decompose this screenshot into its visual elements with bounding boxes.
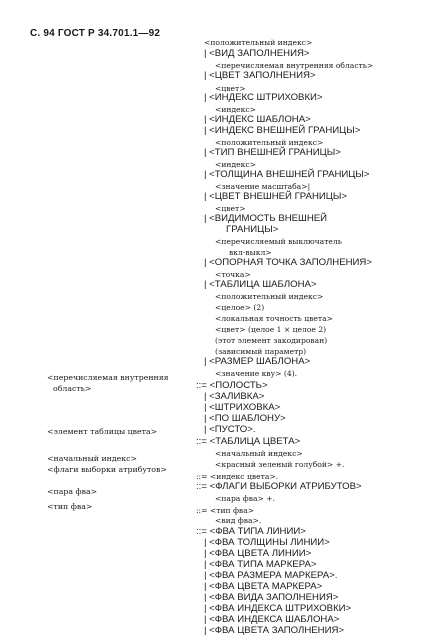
grammar-parameter: <значение кву> (4).	[215, 369, 298, 378]
grammar-parameter: <точка>	[215, 270, 251, 279]
grammar-production: | <ШТРИХОВКА>	[204, 402, 281, 413]
grammar-parameter: вкл-выкл>	[229, 248, 272, 257]
grammar-parameter: <перечисляемый выключатель	[215, 237, 342, 246]
grammar-parameter: <пара фва> +.	[215, 494, 276, 503]
grammar-production: | <ВИД ЗАПОЛНЕНИЯ>	[204, 48, 310, 59]
grammar-production: | <РАЗМЕР ШАБЛОНА>	[204, 356, 311, 367]
grammar-production: | <ТАБЛИЦА ШАБЛОНА>	[204, 279, 317, 290]
grammar-production: | <ЦВЕТ ЗАПОЛНЕНИЯ>	[204, 70, 316, 81]
grammar-parameter: (этот элемент закодирован)	[215, 336, 328, 345]
defined-term: <тип фва>	[47, 502, 93, 511]
grammar-production: | <ФВА ЦВЕТА МАРКЕРА>	[204, 581, 323, 592]
grammar-production: | <ФВА ЦВЕТА ЛИНИИ>	[204, 548, 312, 559]
grammar-parameter: <вид фва>.	[215, 516, 262, 525]
grammar-production: | <ИНДЕКС ВНЕШНЕЙ ГРАНИЦЫ>	[204, 125, 361, 136]
grammar-production: | <ИНДЕКС ШАБЛОНА>	[204, 114, 311, 125]
defined-term: <начальный индекс>	[47, 454, 138, 463]
defined-term: <пара фва>	[47, 487, 98, 496]
grammar-parameter: <значение масштаба>|	[215, 182, 311, 191]
grammar-production: ГРАНИЦЫ>	[226, 224, 279, 235]
grammar-parameter: <цвет>	[215, 84, 246, 93]
grammar-production: | <ПО ШАБЛОНУ>	[204, 413, 286, 424]
grammar-production: | <ФВА ТИПА МАРКЕРА>	[204, 559, 317, 570]
grammar-production: | <ФВА ИНДЕКСА ШТРИХОВКИ>	[204, 603, 352, 614]
defined-term: <флаги выборки атрибутов>	[47, 465, 167, 474]
grammar-parameter: (зависимый параметр)	[215, 347, 307, 356]
grammar-production: | <ТОЛЩИНА ВНЕШНЕЙ ГРАНИЦЫ>	[204, 169, 370, 180]
grammar-production: ::= <ТАБЛИЦА ЦВЕТА>	[196, 436, 301, 447]
grammar-production: | <ФВА РАЗМЕРА МАРКЕРА>.	[204, 570, 338, 581]
grammar-parameter: <начальный индекс>	[215, 449, 303, 458]
grammar-production: | <ФВА ТОЛЩИНЫ ЛИНИИ>	[204, 537, 330, 548]
grammar-parameter: <положительный индекс>	[215, 292, 324, 301]
grammar-production: ::= <ПОЛОСТЬ>	[196, 380, 268, 391]
grammar-parameter: <положительный индекс>	[215, 138, 324, 147]
grammar-parameter: <локальная точность цвета>	[215, 314, 333, 323]
grammar-production: ::= <ФЛАГИ ВЫБОРКИ АТРИБУТОВ>	[196, 481, 362, 492]
grammar-parameter: <индекс>	[215, 160, 257, 169]
page-header: С. 94 ГОСТ Р 34.701.1—92	[30, 28, 161, 39]
grammar-parameter: <цвет>	[215, 204, 246, 213]
grammar-parameter: <перечисляемая внутренняя область>	[215, 61, 374, 70]
grammar-parameter: <цвет> (целое 1 × целое 2)	[215, 325, 327, 334]
grammar-parameter: ::= <индекс цвета>.	[196, 472, 279, 481]
grammar-parameter: <красный зеленый голубой> +.	[215, 460, 345, 469]
grammar-production: | <ОПОРНАЯ ТОЧКА ЗАПОЛНЕНИЯ>	[204, 257, 372, 268]
grammar-production: | <ЗАЛИВКА>	[204, 391, 265, 402]
grammar-production: ::= <ФВА ТИПА ЛИНИИ>	[196, 526, 306, 537]
grammar-production: | <ИНДЕКС ШТРИХОВКИ>	[204, 92, 323, 103]
grammar-production: | <ФВА ВИДА ЗАПОЛНЕНИЯ>	[204, 592, 339, 603]
defined-term: <перечисляемая внутренняя	[47, 373, 169, 382]
grammar-production: | <ЦВЕТ ВНЕШНЕЙ ГРАНИЦЫ>	[204, 191, 347, 202]
grammar-production: | <ТИП ВНЕШНЕЙ ГРАНИЦЫ>	[204, 147, 341, 158]
grammar-parameter: <положительный индекс>	[204, 38, 313, 47]
defined-term: <элемент таблицы цвета>	[47, 427, 158, 436]
grammar-production: | <ФВА ИНДЕКСА ШАБЛОНА>	[204, 614, 340, 625]
grammar-production: | <ВИДИМОСТЬ ВНЕШНЕЙ	[204, 213, 328, 224]
defined-term: область>	[53, 384, 92, 393]
grammar-parameter: ::= <тип фва>	[196, 506, 255, 515]
grammar-parameter: <индекс>	[215, 105, 257, 114]
grammar-production: | <ФВА ЦВЕТА ЗАПОЛНЕНИЯ>	[204, 625, 345, 636]
grammar-production: | <ПУСТО>.	[204, 424, 256, 435]
grammar-parameter: <целое> (2)	[215, 303, 265, 312]
